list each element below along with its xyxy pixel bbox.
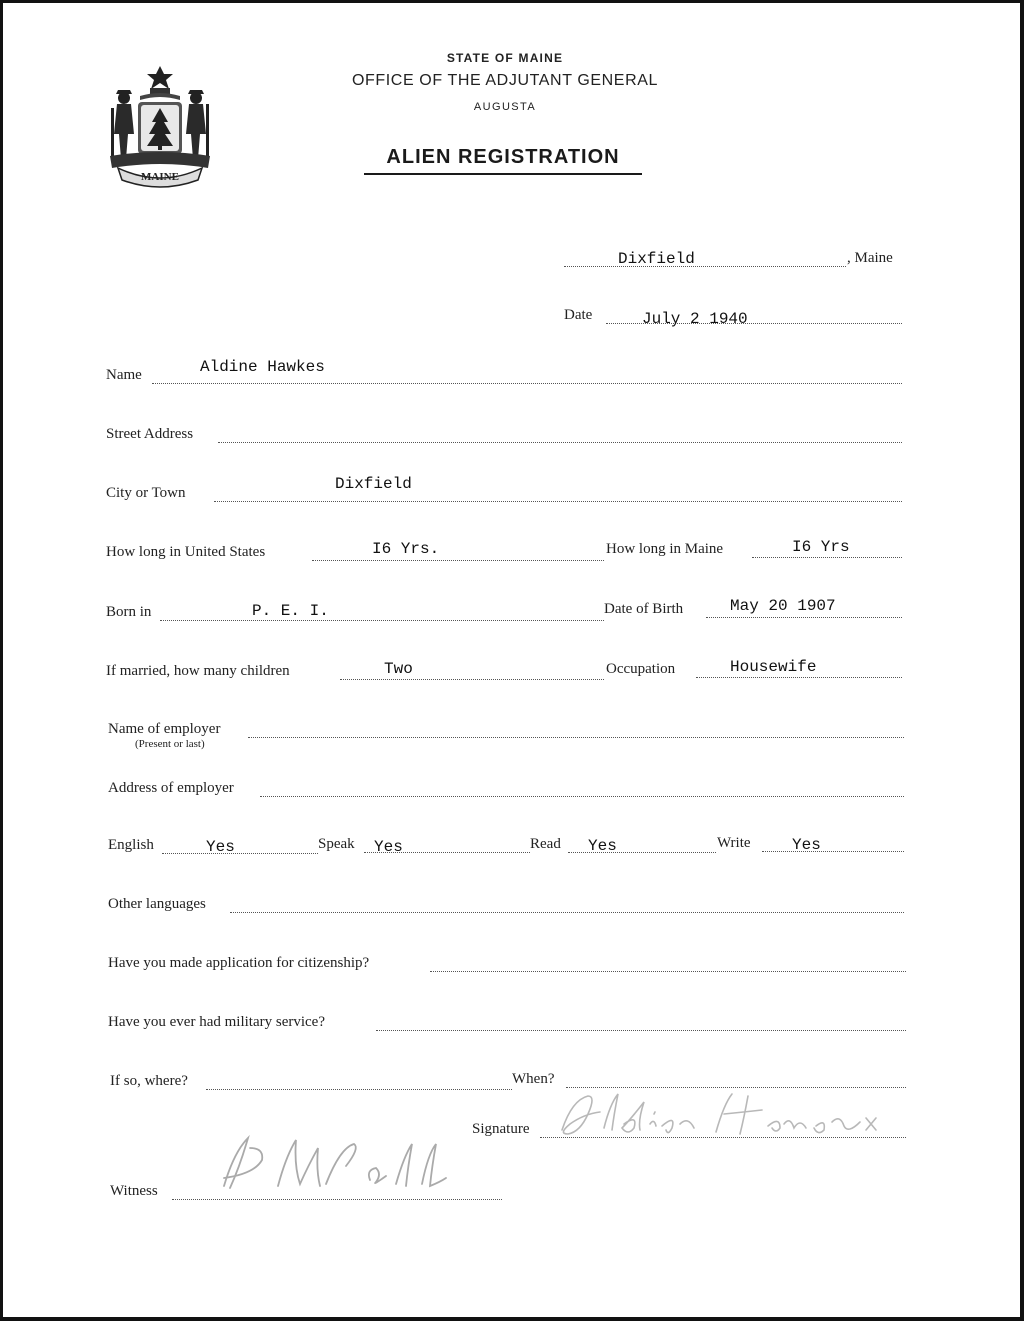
children-line: [340, 679, 604, 680]
employer-address-label: Address of employer: [108, 780, 234, 796]
how-long-maine-value: I6 Yrs: [792, 538, 850, 556]
how-long-us-line: [312, 560, 604, 561]
title-underline: [364, 173, 642, 175]
employer-address-line: [260, 796, 904, 797]
maine-state-seal-icon: [104, 64, 216, 188]
children-label: If married, how many children: [106, 663, 290, 679]
name-line: [152, 383, 902, 384]
english-label: English: [108, 837, 154, 853]
employer-name-label: Name of employer: [108, 721, 221, 737]
how-long-maine-label: How long in Maine: [606, 541, 724, 557]
how-long-us-value: I6 Yrs.: [372, 540, 440, 558]
name-label: Name: [106, 367, 142, 383]
speak-value: Yes: [374, 838, 403, 856]
maine-suffix: , Maine: [847, 250, 893, 266]
date-of-birth-value: May 20 1907: [730, 597, 836, 615]
header-state: STATE OF MAINE: [446, 51, 564, 65]
header-office: OFFICE OF THE ADJUTANT GENERAL: [351, 72, 659, 89]
applicant-signature: [548, 1084, 898, 1142]
when-label: When?: [512, 1071, 555, 1087]
seal-banner-text: MAINE: [141, 171, 179, 183]
read-value: Yes: [588, 837, 617, 855]
employer-name-sublabel: (Present or last): [135, 738, 205, 750]
english-line: [162, 853, 318, 854]
other-languages-label: Other languages: [108, 896, 206, 912]
citizenship-label: Have you made application for citizenship?: [108, 955, 370, 971]
witness-line: [172, 1199, 502, 1200]
where-label: If so, where?: [110, 1073, 188, 1089]
citizenship-line: [430, 971, 906, 972]
town-line: [564, 266, 846, 267]
form-title: ALIEN REGISTRATION: [386, 146, 620, 168]
how-long-maine-line: [752, 557, 902, 558]
write-line: [762, 851, 904, 852]
born-in-value: P. E. I.: [252, 602, 329, 620]
city-label: City or Town: [106, 485, 186, 501]
occupation-line: [696, 677, 902, 678]
border-top: [0, 0, 1024, 3]
street-address-label: Street Address: [106, 426, 194, 442]
how-long-us-label: How long in United States: [106, 544, 266, 560]
date-label: Date: [564, 307, 593, 323]
employer-name-line: [248, 737, 904, 738]
date-value: July 2 1940: [642, 310, 748, 328]
where-line: [206, 1089, 512, 1090]
city-line: [214, 501, 902, 502]
children-value: Two: [384, 660, 413, 678]
name-value: Aldine Hawkes: [200, 358, 325, 376]
born-in-label: Born in: [106, 604, 152, 620]
date-of-birth-label: Date of Birth: [604, 601, 684, 617]
born-in-line: [160, 620, 604, 621]
military-line: [376, 1030, 906, 1031]
border-bottom: [0, 1317, 1024, 1321]
witness-signature: [200, 1126, 470, 1198]
occupation-value: Housewife: [730, 658, 817, 676]
border-left: [0, 0, 3, 1321]
military-label: Have you ever had military service?: [108, 1014, 325, 1030]
speak-label: Speak: [318, 836, 355, 852]
write-value: Yes: [792, 836, 821, 854]
signature-label: Signature: [472, 1121, 530, 1137]
city-value: Dixfield: [335, 475, 412, 493]
other-languages-line: [230, 912, 904, 913]
town-value: Dixfield: [618, 250, 695, 268]
english-value: Yes: [206, 838, 235, 856]
read-label: Read: [530, 836, 561, 852]
street-address-line: [218, 442, 902, 443]
write-label: Write: [717, 835, 751, 851]
border-right: [1020, 0, 1024, 1321]
header-city: AUGUSTA: [473, 101, 537, 113]
occupation-label: Occupation: [606, 661, 676, 677]
witness-label: Witness: [110, 1183, 158, 1199]
date-of-birth-line: [706, 617, 902, 618]
